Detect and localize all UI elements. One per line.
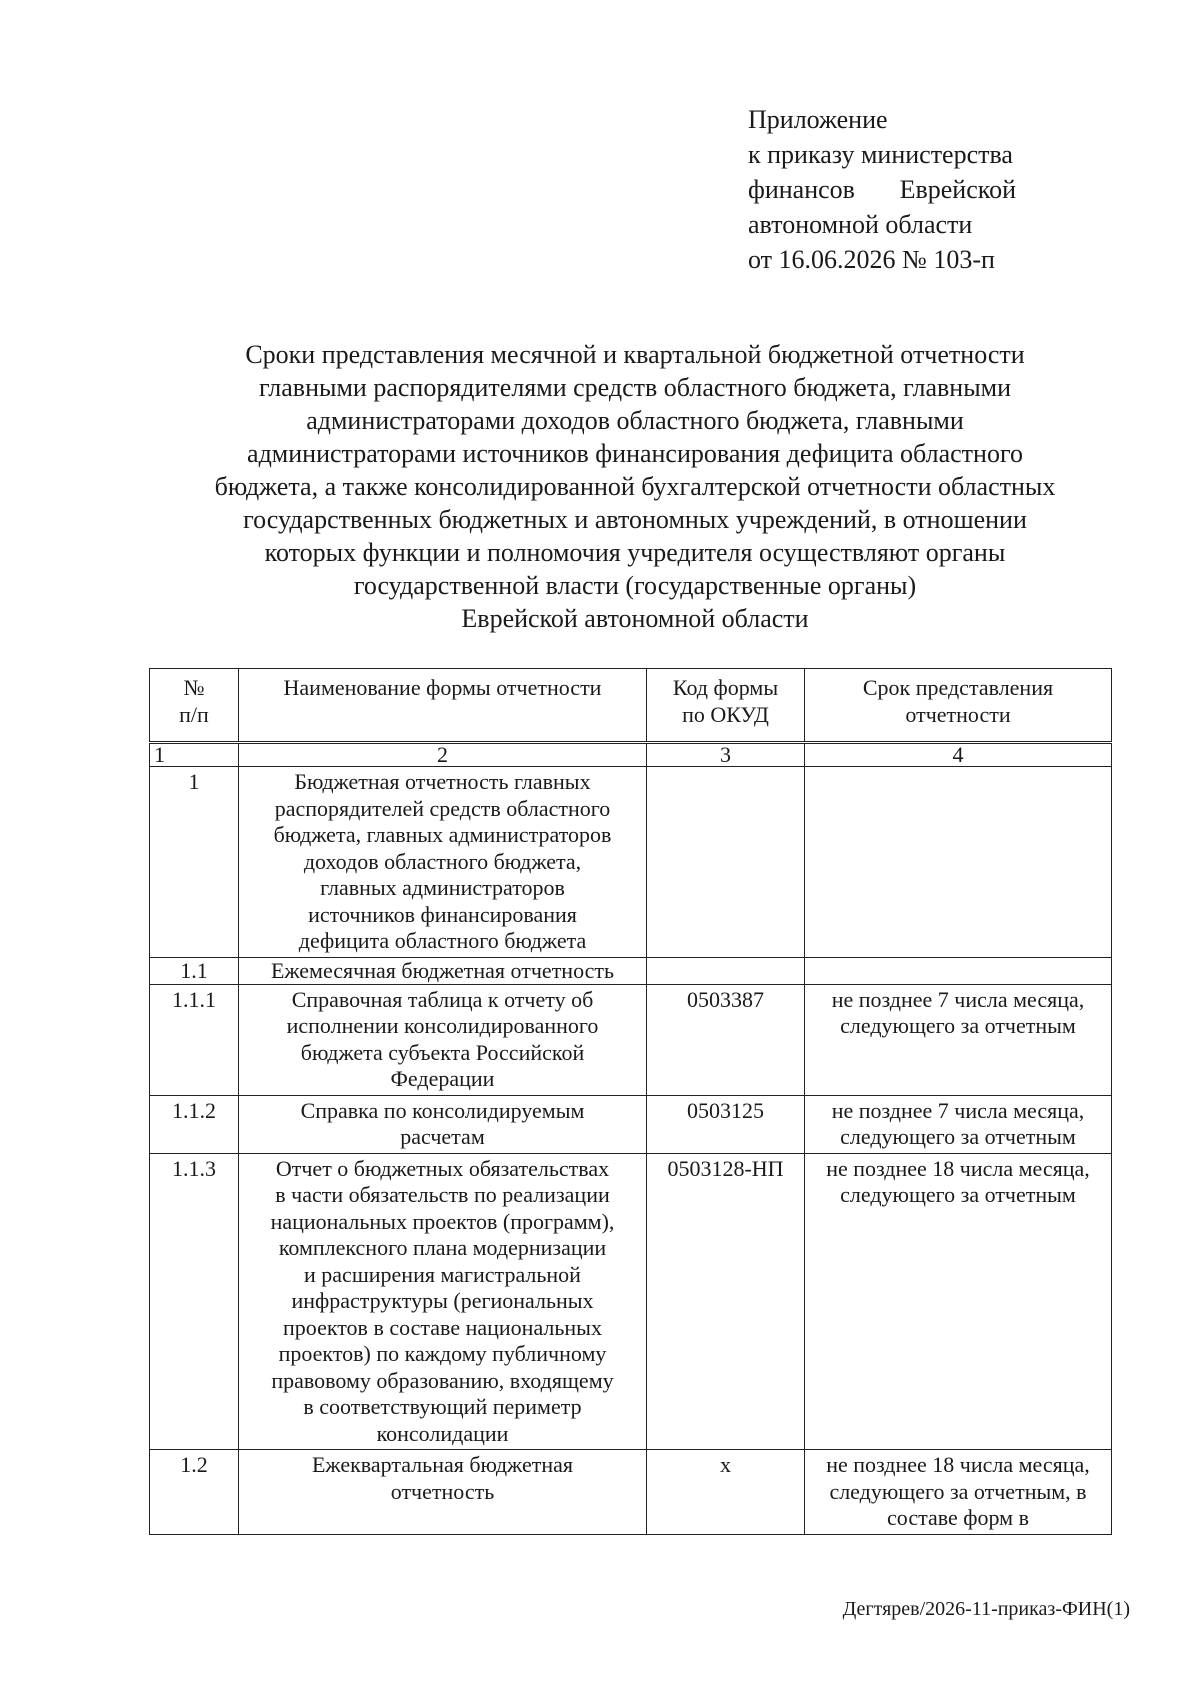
header-name — [239, 669, 647, 743]
annex-line-part: Еврейской — [899, 175, 1016, 204]
text-line: не позднее 18 числа месяца, — [826, 1452, 1090, 1477]
text-line: Федерации — [390, 1066, 495, 1091]
row-form-name — [239, 1450, 647, 1535]
text-line: Ежеквартальная бюджетная — [311, 1452, 574, 1477]
text-line: проектов) по каждому публичному — [278, 1341, 607, 1366]
reporting-deadlines-table — [149, 668, 1112, 1535]
text-line: доходов областного бюджета, — [303, 848, 582, 874]
row-code — [647, 957, 805, 984]
table-row — [150, 957, 1112, 984]
header-code — [647, 669, 805, 743]
text-line: Справочная таблица к отчету об — [291, 986, 594, 1012]
text-line: исполнении консолидированного — [286, 1013, 599, 1038]
text-line: следующего за отчетным — [840, 1013, 1076, 1038]
row-form-name — [239, 767, 647, 958]
row-deadline — [805, 767, 1112, 958]
annex-header — [748, 102, 1068, 277]
annex-line: от 16.06.2026 № 103-п — [748, 245, 995, 274]
row-form-name — [239, 1095, 647, 1153]
text-line: в части обязательств по реализации — [275, 1182, 610, 1207]
row-num: 1.1.2 — [150, 1095, 239, 1153]
text-line: не позднее 18 числа месяца, — [826, 1155, 1090, 1181]
title-line: бюджета, а также консолидированной бухгалтерской отчетности областных — [214, 472, 1056, 501]
text-line: Ежемесячная бюджетная отчетность — [270, 957, 615, 983]
text-line: инфраструктуры (региональных — [291, 1288, 594, 1313]
header-line: п/п — [179, 701, 209, 727]
row-deadline — [805, 1153, 1112, 1450]
table-row — [150, 1153, 1112, 1450]
text-line: национальных проектов (программ), — [270, 1208, 615, 1234]
row-deadline — [805, 984, 1112, 1095]
text-line: дефицита областного бюджета — [298, 928, 587, 953]
header-num — [150, 669, 239, 743]
title-line: Сроки представления месячной и квартальной бюджетной отчетности — [245, 340, 1025, 369]
row-code: 0503128-НП — [647, 1153, 805, 1450]
text-line: проектов в составе национальных — [283, 1314, 602, 1340]
column-number-row — [150, 743, 1112, 767]
annex-line: к приказу министерства — [748, 140, 1013, 169]
header-line: Наименование формы отчетности — [283, 675, 602, 700]
row-code: х — [647, 1450, 805, 1535]
text-line: распорядителей средств областного — [274, 795, 611, 821]
annex-line-part: финансов — [748, 175, 855, 204]
text-line: правовому образованию, входящему — [271, 1367, 614, 1393]
annex-line: Приложение — [748, 105, 888, 134]
text-line: главных администраторов — [320, 875, 565, 900]
title-line: государственных бюджетных и автономных учреждений, в отношении — [243, 505, 1027, 534]
text-line: составе форм в — [887, 1505, 1029, 1530]
text-line: консолидации — [376, 1420, 509, 1446]
header-line: № — [183, 675, 205, 700]
text-line: следующего за отчетным — [840, 1124, 1076, 1149]
row-form-name — [239, 1153, 647, 1450]
text-line: не позднее 7 числа месяца, — [831, 1097, 1085, 1123]
text-line: Бюджетная отчетность главных — [294, 769, 591, 794]
row-code: 0503387 — [647, 984, 805, 1095]
column-number: 3 — [647, 743, 805, 767]
row-code — [647, 767, 805, 958]
column-number: 1 — [150, 743, 239, 767]
row-form-name — [239, 957, 647, 984]
header-line: отчетности — [905, 701, 1011, 727]
title-line: государственной власти (государственные органы) — [353, 571, 917, 600]
table-row — [150, 1095, 1112, 1153]
text-line: следующего за отчетным, в — [829, 1478, 1087, 1504]
title-line: которых функции и полномочия учредителя осуществляют органы — [264, 538, 1006, 567]
document-title — [150, 338, 1120, 635]
text-line: не позднее 7 числа месяца, — [831, 986, 1085, 1012]
row-num: 1.1 — [150, 957, 239, 984]
column-number: 2 — [239, 743, 647, 767]
row-num: 1.2 — [150, 1450, 239, 1535]
title-line: администраторами источников финансирования дефицита областного — [247, 439, 1023, 468]
table-header-row — [150, 669, 1112, 743]
header-line: по ОКУД — [682, 701, 769, 727]
annex-line: автономной области — [748, 210, 973, 239]
title-line: администраторами доходов областного бюджета, главными — [306, 406, 964, 435]
column-number: 4 — [805, 743, 1112, 767]
row-num: 1.1.1 — [150, 984, 239, 1095]
row-code: 0503125 — [647, 1095, 805, 1153]
annex-line — [748, 172, 1016, 207]
table-row — [150, 1450, 1112, 1535]
header-line: Срок представления — [862, 675, 1054, 700]
text-line: и расширения магистральной — [304, 1261, 581, 1287]
row-form-name — [239, 984, 647, 1095]
title-line: Еврейской автономной области — [461, 604, 809, 633]
row-deadline — [805, 1095, 1112, 1153]
text-line: Справка по консолидируемым — [300, 1097, 585, 1123]
text-line: источников финансирования — [308, 901, 577, 927]
table-row — [150, 984, 1112, 1095]
text-line: бюджета, главных администраторов — [273, 822, 612, 847]
title-line: главными распорядителями средств областного бюджета, главными — [258, 373, 1012, 402]
document-footer-id: Дегтярев/2026-11-приказ-ФИН(1) — [842, 1598, 1130, 1620]
text-line: в соответствующий периметр — [303, 1394, 582, 1419]
text-line: следующего за отчетным — [840, 1182, 1076, 1207]
table-row — [150, 767, 1112, 958]
text-line: расчетам — [400, 1124, 485, 1149]
header-line: Код формы — [672, 675, 779, 700]
text-line: Отчет о бюджетных обязательствах — [275, 1155, 610, 1181]
text-line: комплексного плана модернизации — [278, 1235, 607, 1260]
row-num: 1.1.3 — [150, 1153, 239, 1450]
text-line: отчетность — [390, 1478, 495, 1504]
text-line: бюджета субъекта Российской — [300, 1039, 585, 1065]
row-num: 1 — [150, 767, 239, 958]
row-deadline — [805, 1450, 1112, 1535]
header-deadline — [805, 669, 1112, 743]
row-deadline — [805, 957, 1112, 984]
